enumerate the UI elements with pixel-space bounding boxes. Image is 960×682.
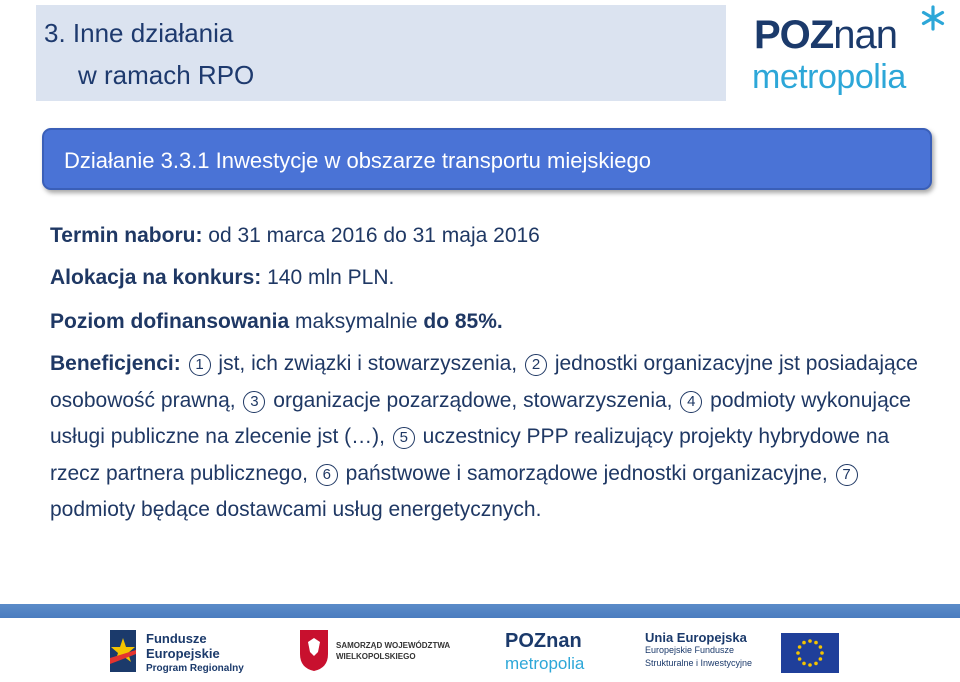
logo-poz-text: POZ	[754, 13, 834, 57]
poziom-label: Poziom dofinansowania	[50, 310, 290, 333]
footer-metropolia-text: metropolia	[505, 654, 585, 673]
asterisk-icon	[920, 5, 946, 31]
number-badge: 7	[836, 464, 858, 486]
slide-title-box	[36, 5, 726, 101]
alokacja-label: Alokacja na konkurs:	[50, 266, 262, 289]
beneficjenci-paragraph	[50, 346, 930, 529]
number-badge: 6	[316, 464, 338, 486]
ue-line1: Unia Europejska	[645, 630, 747, 645]
termin-line	[50, 224, 540, 248]
unia-europejska-logo	[645, 628, 845, 678]
ue-line2: Europejskie Fundusze	[645, 645, 735, 655]
number-badge: 2	[525, 354, 547, 376]
poziom-line	[50, 310, 503, 334]
beneficjent-item: jst, ich związki i stowarzyszenia,	[212, 352, 523, 375]
action-banner-text: Działanie 3.3.1 Inwestycje w obszarze transportu miejskiego	[64, 148, 651, 173]
beneficjent-item: podmioty będące dostawcami usług energetycznych.	[50, 498, 542, 521]
fundusze-europejskie-logo	[106, 628, 266, 678]
number-badge: 1	[189, 354, 211, 376]
beneficjent-item: jednostki organizacyjne jst posiadające osobowość prawną,	[50, 352, 918, 412]
poznan-metropolia-footer-logo	[505, 628, 605, 678]
logo-nan-text: nan	[833, 13, 897, 57]
poziom-mid: maksymalnie	[289, 310, 424, 333]
beneficjenci-label: Beneficjenci:	[50, 352, 181, 375]
footer-divider	[0, 604, 960, 618]
samorzad-logo	[298, 628, 468, 678]
termin-label: Termin naboru:	[50, 224, 203, 247]
number-badge: 3	[243, 391, 265, 413]
alokacja-line	[50, 266, 394, 290]
number-badge: 5	[393, 427, 415, 449]
fundusze-star-icon	[106, 628, 140, 674]
number-badge: 4	[680, 391, 702, 413]
fundusze-line3: Program Regionalny	[146, 663, 244, 674]
slide-title-line2: w ramach RPO	[78, 60, 255, 90]
poznan-metropolia-logo	[748, 5, 948, 97]
poziom-value: do 85%.	[423, 310, 503, 333]
beneficjent-item: uczestnicy PPP realizujący projekty hybrydowe na rzecz partnera publicznego,	[50, 425, 890, 485]
fundusze-line2: Europejskie	[146, 646, 220, 661]
footer-logos	[0, 618, 960, 682]
slide-title-line1: 3. Inne działania	[44, 18, 234, 48]
samorzad-line2: WIELKOPOLSKIEGO	[336, 652, 416, 661]
eu-flag-icon	[781, 633, 839, 673]
ue-line3: Strukturalne i Inwestycyjne	[645, 658, 753, 668]
alokacja-value: 140 mln PLN.	[261, 266, 395, 289]
beneficjent-item: organizacje pozarządowe, stowarzyszenia,	[267, 388, 679, 412]
coat-of-arms-icon	[298, 628, 330, 672]
termin-value: od 31 marca 2016 do 31 maja 2016	[202, 224, 540, 247]
fundusze-line1: Fundusze	[146, 631, 207, 646]
beneficjent-item: państwowe i samorządowe jednostki organizacyjne,	[339, 461, 834, 485]
beneficjent-item: podmioty wykonujące usługi publiczne na zlecenie jst (…),	[50, 388, 911, 448]
action-banner	[42, 128, 932, 190]
samorzad-line1: SAMORZĄD WOJEWÓDZTWA	[336, 641, 451, 650]
logo-metropolia-text: metropolia	[752, 58, 906, 96]
footer-poz-text: POZnan	[505, 630, 582, 652]
